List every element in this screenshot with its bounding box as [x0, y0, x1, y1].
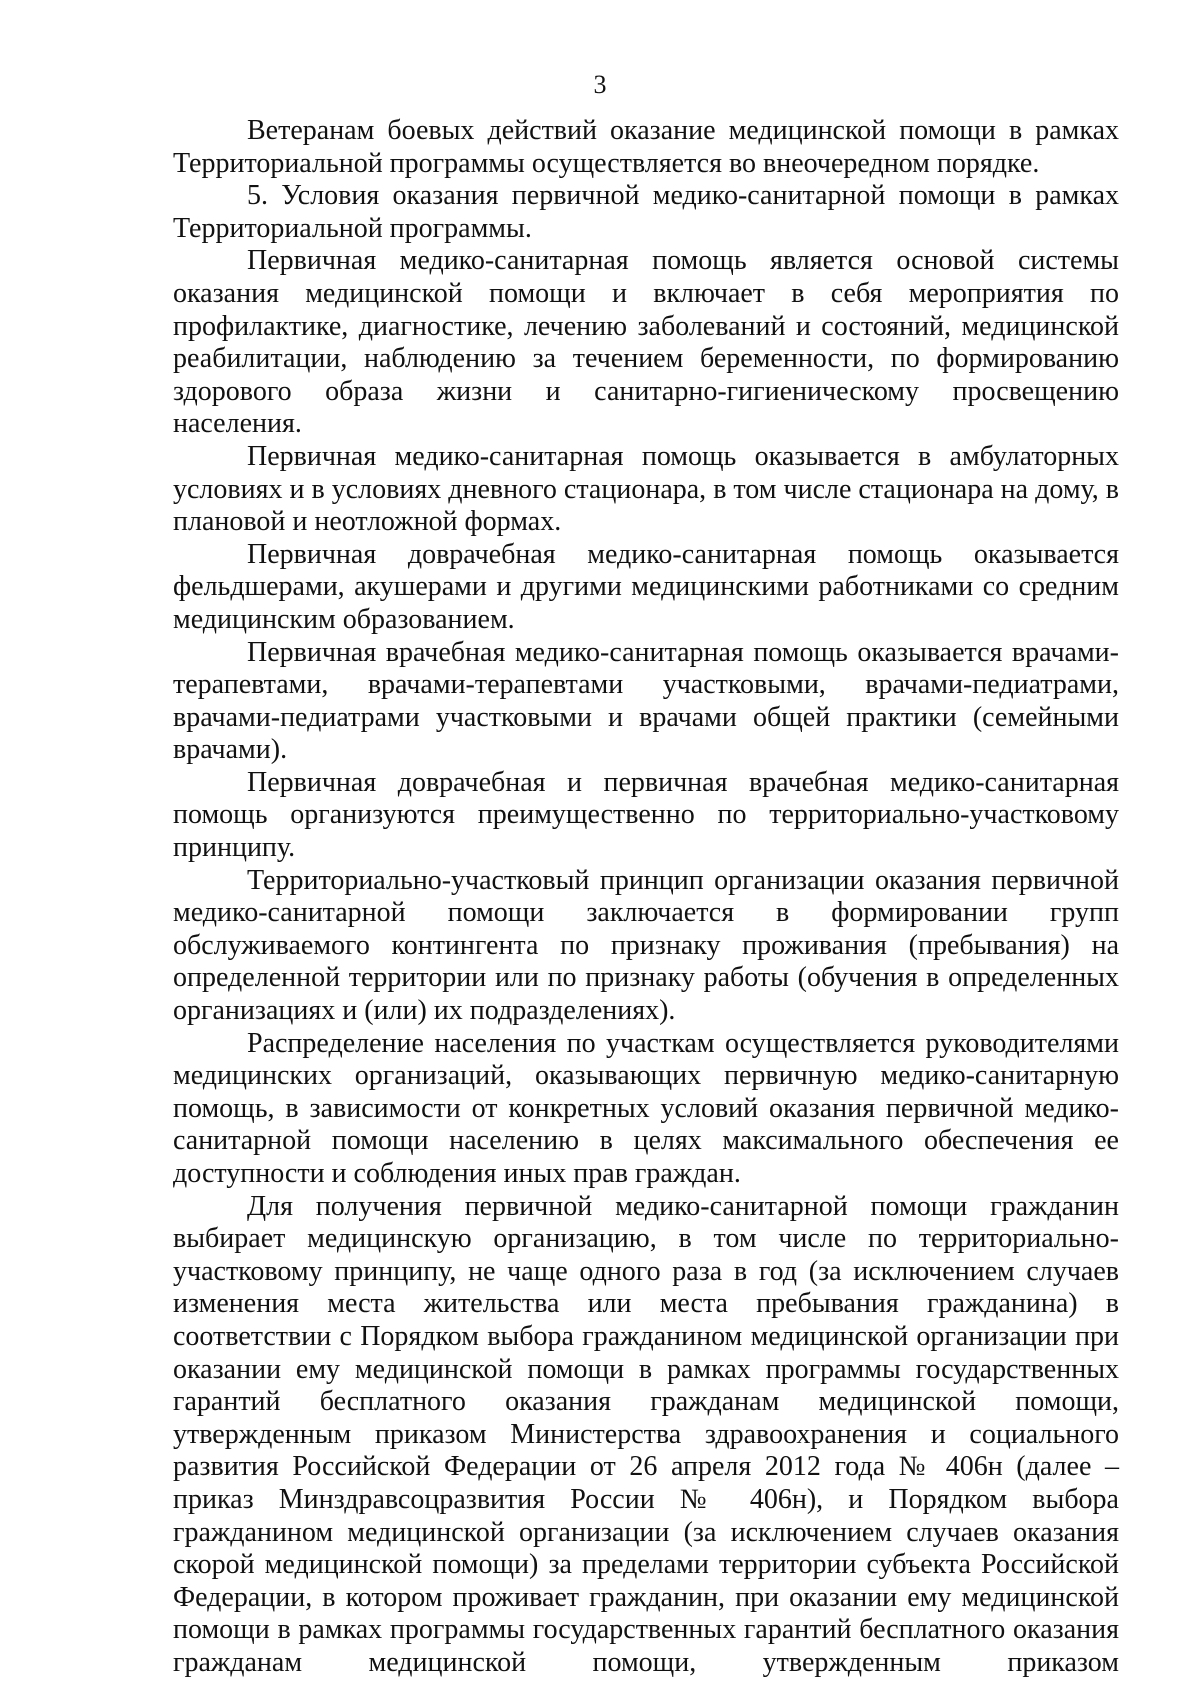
paragraph-section-5-heading: 5. Условия оказания первичной медико-санитарной помощи в рамках Территориальной программы. [173, 180, 1119, 244]
page-number: 3 [593, 70, 607, 99]
document-body [173, 115, 1119, 1680]
paragraph-territorial-principle-details: Территориально-участковый принцип организации оказания первичной медико-санитарной помощи заключается в формировании групп обслуживаемого контингента по признаку проживания (пребывания) на определенной территории или по признаку работы (обучения в определенных организациях и (или) их подразделениях). [173, 864, 1119, 1027]
paragraph-primary-care-definition: Первичная медико-санитарная помощь является основой системы оказания медицинской помощи и включает в себя мероприятия по профилактике, диагностике, лечению заболеваний и состояний, медицинской реабилитации, наблюдению за течением беременности, по формированию здорового образа жизни и санитарно-гигиеническому просвещению населения. [173, 245, 1119, 440]
paragraph-physician-care: Первичная врачебная медико-санитарная помощь оказывается врачами-терапевтами, врачами-терапевтами участковыми, врачами-педиатрами, врачами-педиатрами участковыми и врачами общей практики (семейными врачами). [173, 636, 1119, 766]
paragraph-primary-care-conditions: Первичная медико-санитарная помощь оказывается в амбулаторных условиях и в условиях дневного стационара, в том числе стационара на дому, в плановой и неотложной формах. [173, 440, 1119, 538]
paragraph-territorial-principle: Первичная доврачебная и первичная врачебная медико-санитарная помощь организуются преимущественно по территориально-участковому принципу. [173, 766, 1119, 864]
paragraph-organization-choice: Для получения первичной медико-санитарной помощи гражданин выбирает медицинскую организацию, в том числе по территориально-участковому принципу, не чаще одного раза в год (за исключением случаев изменения места жительства или места пребывания гражданина) в соответствии с Порядком выбора гражданином медицинской организации при оказании ему медицинской помощи в рамках программы государственных гарантий бесплатного оказания гражданам медицинской помощи, утвержденным приказом Министерства здравоохранения и социального развития Российской Федерации от 26 апреля 2012 года № 406н (далее – приказ Минздравсоцразвития России № 406н), и Порядком выбора гражданином медицинской организации (за исключением случаев оказания скорой медицинской помощи) за пределами территории субъекта Российской Федерации, в котором проживает гражданин, при оказании ему медицинской помощи в рамках программы государственных гарантий бесплатного оказания гражданам медицинской помощи, утвержденным приказом [173, 1190, 1119, 1678]
paragraph-population-distribution: Распределение населения по участкам осуществляется руководителями медицинских организаций, оказывающих первичную медико-санитарную помощь, в зависимости от конкретных условий оказания первичной медико-санитарной помощи населению в целях максимального обеспечения ее доступности и соблюдения иных прав граждан. [173, 1027, 1119, 1189]
paragraph-pre-medical-care: Первичная доврачебная медико-санитарная помощь оказывается фельдшерами, акушерами и другими медицинскими работниками со средним медицинским образованием. [173, 538, 1119, 635]
paragraph-veterans: Ветеранам боевых действий оказание медицинской помощи в рамках Территориальной программы осуществляется во внеочередном порядке. [173, 115, 1119, 179]
